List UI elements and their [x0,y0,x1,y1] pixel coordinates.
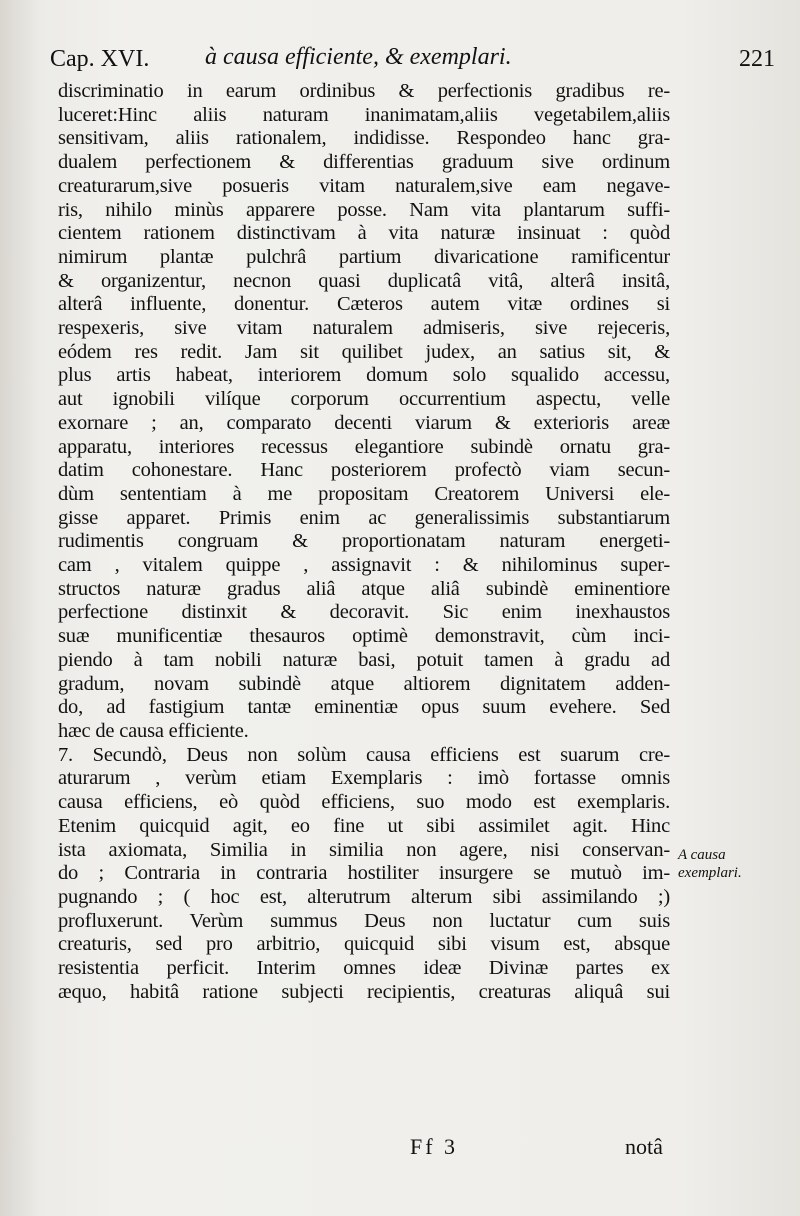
text-line: gisse apparet. Primis enim ac generalissimis substantiarum [58,506,670,529]
body-text [58,80,670,1004]
signature-mark: Ff 3 [410,1134,459,1159]
text-line: nimirum plantæ pulchrâ partium divaricatione ramificentur [58,245,670,268]
text-line: creaturarum,sive posueris vitam naturalem,sive eam negave- [58,174,670,197]
text-line: structos naturæ gradus aliâ atque aliâ subindè eminentiore [58,577,670,600]
text-line: discriminatio in earum ordinibus & perfectionis gradibus re- [58,80,670,102]
text-line: hæc de causa efficiente. [58,719,249,742]
text-line: piendo à tam nobili naturæ basi, potuit tamen à gradu ad [58,648,670,671]
catchword: notâ [625,1134,663,1159]
text-line: exornare ; an, comparato decenti viarum & exterioris areæ [58,411,670,434]
page-footer [0,1132,800,1172]
chapter-heading: Cap. XVI. [50,46,150,72]
text-line: do ; Contraria in contraria hostiliter insurgere se mutuò im- [58,862,670,885]
text-line: cientem rationem distinctivam à vita naturæ insinuat : quòd [58,222,670,245]
text-line: ista axiomata, Similia in similia non agere, nisi conservan- [58,838,670,861]
text-line: perfectione distinxit & decoravit. Sic enim inexhaustos [58,601,670,624]
text-line: aturarum , verùm etiam Exemplaris : imò fortasse omnis [58,767,670,790]
text-line: datim cohonestare. Hanc posteriorem profectò viam secun- [58,459,670,482]
text-line: respexeris, sive vitam naturalem admiseris, sive rejeceris, [58,317,670,340]
text-line: do, ad fastigium tantæ eminentiæ opus suum evehere. Sed [58,696,670,719]
text-line: dualem perfectionem & differentias graduum sive ordinum [58,151,670,174]
running-title: à causa efficiente, & exemplari. [205,44,512,70]
text-line: sensitivam, aliis rationalem, indidisse. Respondeo hanc gra- [58,127,670,150]
text-line: ris, nihilo minùs apparere posse. Nam vita plantarum suffi- [58,198,670,221]
text-line: plus artis habeat, interiorem domum solo squalido accessu, [58,364,670,387]
text-line: suæ munificentiæ thesauros optimè demonstravit, cùm inci- [58,625,670,648]
text-line: resistentia perficit. Interim omnes ideæ Divinæ partes ex [58,957,670,980]
text-line: creaturis, sed pro arbitrio, quicquid sibi visum est, absque [58,933,670,956]
text-line: æquo, habitâ ratione subjecti recipientis, creaturas aliquâ sui [58,980,670,1003]
margin-note [678,846,788,882]
text-line: alterâ influente, donentur. Cæteros autem vitæ ordines si [58,293,670,316]
text-line: cam , vitalem quippe , assignavit : & nihilominus super- [58,554,670,577]
text-line: profluxerunt. Verùm summus Deus non luctatur cum suis [58,909,670,932]
text-line: dùm sententiam à me propositam Creatorem Universi ele- [58,482,670,505]
text-line: 7. Secundò, Deus non solùm causa efficiens est suarum cre- [58,743,670,766]
text-line: eódem res redit. Jam sit quilibet judex, an satius sit, & [58,340,670,363]
text-line: pugnando ; ( hoc est, alterutrum alterum sibi assimilando ;) [58,885,670,908]
text-line: gradum, novam subindè atque altiorem dignitatem adden- [58,672,670,695]
page-number: 221 [739,46,775,72]
text-line: luceret:Hinc aliis naturam inanimatam,aliis vegetabilem,aliis [58,103,670,126]
text-line: Etenim quicquid agit, eo fine ut sibi assimilet agit. Hinc [58,814,670,837]
margin-note-line: A causa [678,847,726,863]
page-header [50,38,780,78]
text-line: aut ignobili vilíque corporum occurrentium aspectu, velle [58,388,670,411]
text-line: rudimentis congruam & proportionatam naturam energeti- [58,530,670,553]
text-line: apparatu, interiores recessus elegantiore subindè ornatu gra- [58,435,670,458]
text-line: causa efficiens, eò quòd efficiens, suo modo est exemplaris. [58,791,670,814]
text-line: & organizentur, necnon quasi duplicatâ vitâ, alterâ insitâ, [58,269,670,292]
margin-note-line: exemplari. [678,865,742,881]
